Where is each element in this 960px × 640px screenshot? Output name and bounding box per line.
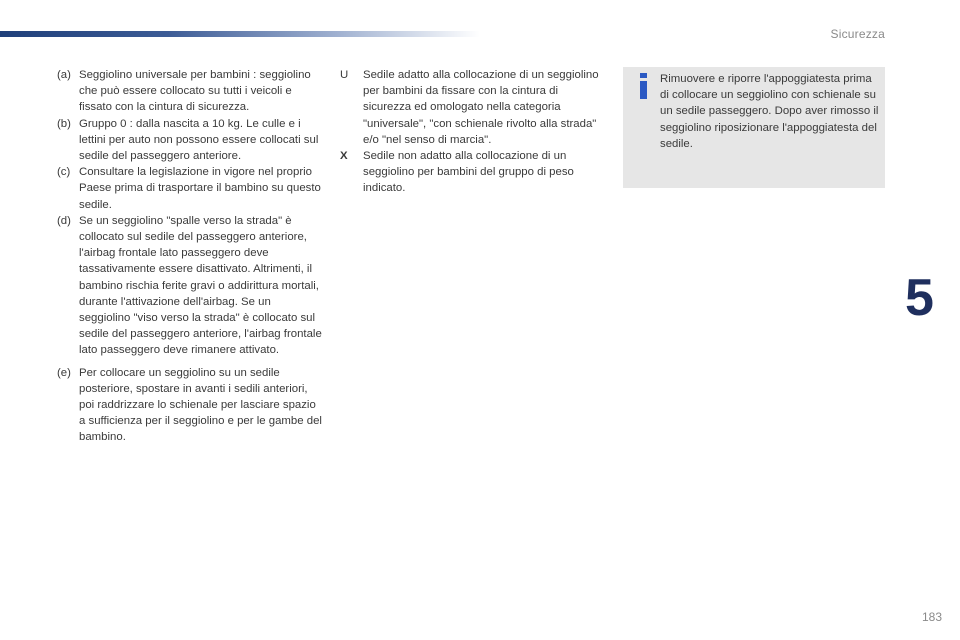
page-number: 183 bbox=[921, 610, 942, 624]
note-letter: (a) bbox=[57, 69, 71, 81]
legend-column bbox=[340, 67, 602, 197]
info-icon bbox=[636, 73, 650, 99]
legend-item-x bbox=[340, 148, 602, 197]
legend-symbol: X bbox=[340, 150, 348, 163]
legend-text: Sedile adatto alla collocazione di un seggiolino per bambini da fissare con la cintura di sicurezza ed omologato nella categoria "universale", "con schienale rivolto alla strada" e/o "nel senso di marcia". bbox=[363, 69, 599, 146]
note-item-c bbox=[57, 164, 322, 213]
note-letter: (b) bbox=[57, 117, 71, 130]
chapter-number: 5 bbox=[905, 269, 934, 327]
note-letter: (c) bbox=[57, 166, 71, 179]
note-letter: (e) bbox=[57, 366, 71, 379]
note-text: Se un seggiolino "spalle verso la strada" è collocato sul sedile del passeggero anteriore, l'airbag frontale lato passeggero deve tassativamente essere disattivato. Altrimenti, il bambino rischia ferite gravi o addirittura mortali, durante l'attivazione dell'airbag. Se un seggiolino "viso verso la strada" è collocato sul sedile del passeggero anteriore, l'airbag frontale lato passeggero deve rimanere attivato. bbox=[79, 214, 322, 357]
info-icon-dot bbox=[640, 73, 647, 78]
notes-column bbox=[57, 67, 322, 446]
note-item-b bbox=[57, 116, 322, 165]
note-item-e bbox=[57, 365, 322, 446]
note-item-a bbox=[57, 67, 322, 116]
note-letter: (d) bbox=[57, 214, 71, 227]
legend-item-u bbox=[340, 67, 602, 148]
note-item-d bbox=[57, 213, 322, 359]
info-icon-stem bbox=[640, 81, 647, 99]
note-text: Seggiolino universale per bambini : seggiolino che può essere collocato su tutti i veicoli e fissato con la cintura di sicurezza. bbox=[79, 69, 311, 114]
info-box bbox=[623, 67, 885, 188]
note-text: Consultare la legislazione in vigore nel proprio Paese prima di trasportare il bambino su questo sedile. bbox=[79, 166, 321, 211]
header-gradient-bar bbox=[0, 31, 480, 37]
legend-symbol: U bbox=[340, 69, 349, 81]
legend-text: Sedile non adatto alla collocazione di un seggiolino per bambini del gruppo di peso indicato. bbox=[363, 150, 574, 195]
note-text: Per collocare un seggiolino su un sedile posteriore, spostare in avanti i sedili anteriori, poi raddrizzare lo schienale per lasciare spazio a sufficienza per il seggiolino e per le gambe del bambino. bbox=[79, 366, 322, 444]
info-box-text: Rimuovere e riporre l'appoggiatesta prima di collocare un seggiolino con schienale su un sedile passeggero. Dopo aver rimosso il seggiolino riposizionare l'appoggiatesta del sedile. bbox=[660, 73, 879, 150]
note-text: Gruppo 0 : dalla nascita a 10 kg. Le culle e i lettini per auto non possono essere collocati sul sedile del passeggero anteriore. bbox=[79, 117, 319, 163]
section-title: Sicurezza bbox=[830, 27, 885, 41]
